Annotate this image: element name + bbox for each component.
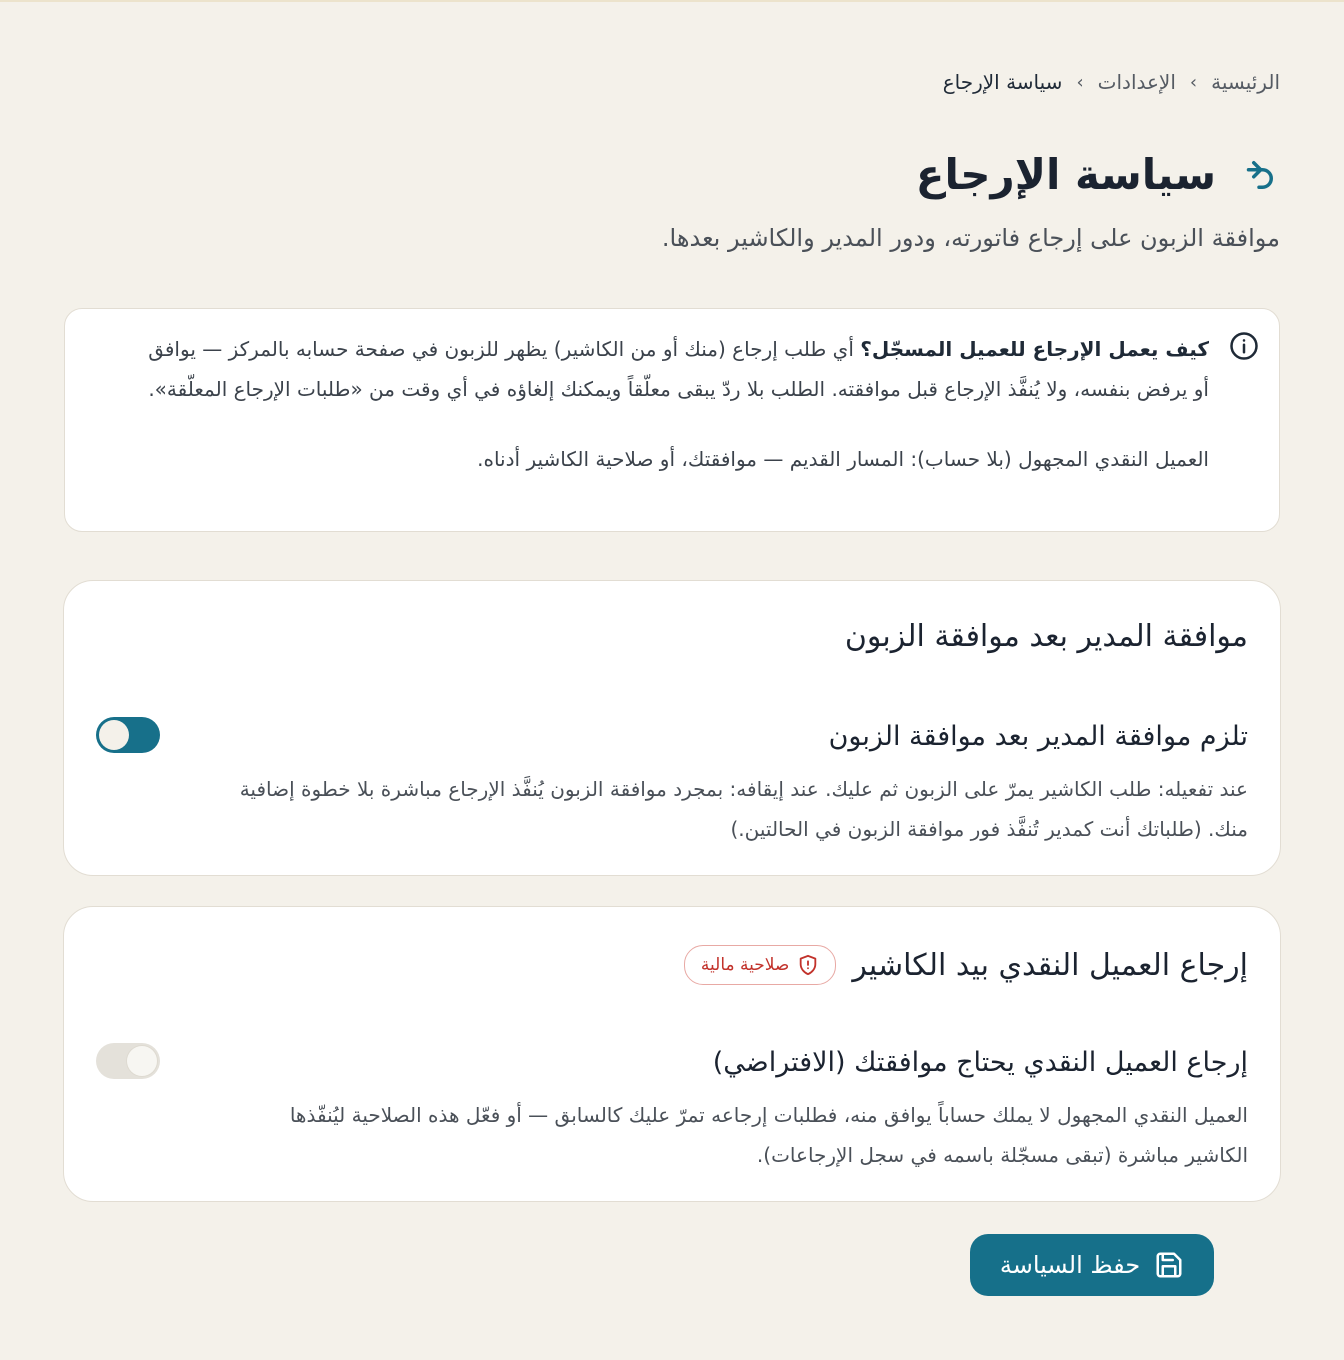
breadcrumb-home[interactable]: الرئيسية bbox=[1211, 70, 1280, 94]
breadcrumb-current: سياسة الإرجاع bbox=[942, 70, 1063, 94]
card-title bbox=[845, 619, 1248, 654]
info-note: العميل النقدي المجهول (بلا حساب): المسار القديم — موافقتك، أو صلاحية الكاشير أدناه. bbox=[477, 447, 1209, 471]
financial-permission-badge bbox=[684, 945, 836, 985]
cashier-refund-card bbox=[63, 906, 1281, 1202]
info-body: أي طلب إرجاع (منك أو من الكاشير) يظهر للزبون في صفحة حسابه بالمركز — يوافق أو يرفض بنفسه، ولا يُنفَّذ الإرجاع قبل موافقته. الطلب بلا ردّ يبقى معلّقاً ويمكنك إلغاؤه في أي وقت من «طلبات الإرجاع المعلّقة». bbox=[148, 337, 1209, 401]
info-card bbox=[64, 308, 1280, 532]
page-subtitle: موافقة الزبون على إرجاع فاتورته، ودور المدير والكاشير بعدها. bbox=[661, 224, 1280, 252]
info-lead: كيف يعمل الإرجاع للعميل المسجّل؟ bbox=[860, 337, 1209, 361]
chevron-left-icon: › bbox=[1076, 71, 1084, 93]
toggle-knob bbox=[127, 1046, 157, 1076]
cashier-card-title: إرجاع العميل النقدي بيد الكاشير bbox=[852, 947, 1248, 983]
shield-alert-icon bbox=[797, 954, 819, 976]
cashier-refund-toggle[interactable] bbox=[96, 1043, 160, 1079]
page-title: سياسة الإرجاع bbox=[915, 150, 1216, 199]
info-text bbox=[131, 329, 1209, 479]
manager-card-title: موافقة المدير بعد موافقة الزبون bbox=[844, 619, 1248, 654]
manager-approval-toggle[interactable] bbox=[96, 717, 160, 753]
setting-description: عند تفعيله: طلب الكاشير يمرّ على الزبون ثم عليك. عند إيقافه: بمجرد موافقة الزبون يُنفَّذ الإرجاع مباشرة بلا خطوة إضافية منك. (طلباتك أنت كمدير تُنفَّذ فور موافقة الزبون في الحالتين.) bbox=[239, 777, 1248, 841]
chevron-left-icon: › bbox=[1189, 71, 1198, 93]
info-icon bbox=[1229, 331, 1259, 361]
setting-description: العميل النقدي المجهول لا يملك حساباً يوافق منه، فطلبات إرجاعه تمرّ عليك كالسابق — أو فعّل هذه الصلاحية ليُنفّذها الكاشير مباشرة (تبقى مسجّلة باسمه في سجل الإرجاعات). bbox=[289, 1103, 1248, 1167]
save-icon bbox=[1154, 1250, 1184, 1280]
manager-approval-card bbox=[63, 580, 1281, 876]
page-header bbox=[915, 150, 1280, 199]
setting-title: تلزم موافقة المدير بعد موافقة الزبون bbox=[828, 721, 1248, 752]
toggle-knob bbox=[99, 720, 129, 750]
badge-label: صلاحية مالية bbox=[700, 955, 790, 975]
info-paragraph bbox=[131, 329, 1209, 409]
undo-arrow-icon bbox=[1238, 154, 1280, 196]
save-button-label: حفظ السياسة bbox=[999, 1251, 1141, 1279]
breadcrumb bbox=[943, 70, 1280, 94]
setting-title: إرجاع العميل النقدي يحتاج موافقتك (الافتراضي) bbox=[712, 1047, 1248, 1078]
card-title bbox=[684, 945, 1248, 985]
breadcrumb-settings[interactable]: الإعدادات bbox=[1097, 70, 1176, 94]
save-policy-button[interactable] bbox=[970, 1234, 1214, 1296]
